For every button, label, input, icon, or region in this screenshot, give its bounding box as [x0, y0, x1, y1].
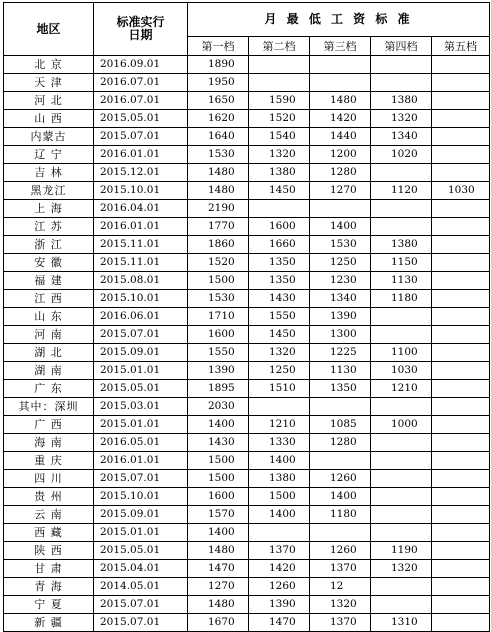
tier-1-cell: 1500 — [188, 272, 249, 290]
region-cell: 云 南 — [4, 506, 94, 524]
date-cell: 2016.07.01 — [94, 74, 188, 92]
tier-1-cell: 1710 — [188, 308, 249, 326]
table-row — [4, 92, 490, 110]
region-cell: 河 南 — [4, 326, 94, 344]
table-row — [4, 380, 490, 398]
tier-3-cell: 1400 — [310, 218, 371, 236]
tier-1-cell: 1530 — [188, 146, 249, 164]
tier-3-cell — [310, 74, 371, 92]
table-row — [4, 434, 490, 452]
tier-3-cell: 1230 — [310, 272, 371, 290]
tier-1-cell: 1480 — [188, 596, 249, 614]
tier-4-cell: 1150 — [371, 254, 432, 272]
table-row — [4, 524, 490, 542]
tier-2-cell: 1430 — [249, 290, 310, 308]
tier-1-cell: 1480 — [188, 182, 249, 200]
tier-1-cell: 2190 — [188, 200, 249, 218]
date-cell: 2016.05.01 — [94, 434, 188, 452]
tier-5-cell — [432, 488, 490, 506]
tier-2-cell: 1380 — [249, 470, 310, 488]
tier-4-cell — [371, 596, 432, 614]
tier-1-cell: 1650 — [188, 92, 249, 110]
tier-3-cell: 1300 — [310, 326, 371, 344]
date-cell: 2015.09.01 — [94, 506, 188, 524]
tier-4-cell: 1130 — [371, 272, 432, 290]
tier-4-cell — [371, 56, 432, 74]
tier-3-cell: 1480 — [310, 92, 371, 110]
tier-3-cell: 1280 — [310, 164, 371, 182]
tier-1-cell: 1640 — [188, 128, 249, 146]
table-row — [4, 254, 490, 272]
table-row — [4, 362, 490, 380]
tier-3-cell: 1320 — [310, 596, 371, 614]
region-cell: 安 徽 — [4, 254, 94, 272]
tier-3-cell: 1440 — [310, 128, 371, 146]
tier-3-cell — [310, 398, 371, 416]
tier-1-cell: 1400 — [188, 524, 249, 542]
tier-2-cell: 1260 — [249, 578, 310, 596]
date-cell: 2016.01.01 — [94, 452, 188, 470]
tier-4-cell — [371, 578, 432, 596]
table-row — [4, 416, 490, 434]
date-cell: 2016.07.01 — [94, 92, 188, 110]
tier-1-cell: 1890 — [188, 56, 249, 74]
tier-4-cell — [371, 488, 432, 506]
tier-2-cell — [249, 200, 310, 218]
tier-2-cell: 1250 — [249, 362, 310, 380]
tier-4-cell: 1190 — [371, 542, 432, 560]
minimum-wage-table — [3, 2, 490, 632]
tier-2-cell — [249, 56, 310, 74]
region-cell: 新 疆 — [4, 614, 94, 632]
tier-1-cell: 1430 — [188, 434, 249, 452]
tier-3-cell: 1270 — [310, 182, 371, 200]
tier-2-cell: 1390 — [249, 596, 310, 614]
table-row — [4, 128, 490, 146]
date-cell: 2015.05.01 — [94, 380, 188, 398]
date-cell: 2015.10.01 — [94, 182, 188, 200]
tier-4-cell: 1380 — [371, 92, 432, 110]
tier-2-cell: 1600 — [249, 218, 310, 236]
tier-5-cell — [432, 506, 490, 524]
region-cell: 青 海 — [4, 578, 94, 596]
tier-1-cell: 1270 — [188, 578, 249, 596]
date-cell: 2014.05.01 — [94, 578, 188, 596]
tier-1-cell: 1400 — [188, 416, 249, 434]
date-header — [94, 3, 188, 56]
tier-4-cell: 1100 — [371, 344, 432, 362]
table-row — [4, 542, 490, 560]
tier-header-4: 第四档 — [371, 37, 432, 56]
date-cell: 2015.01.01 — [94, 416, 188, 434]
tier-1-cell: 2030 — [188, 398, 249, 416]
table-row — [4, 110, 490, 128]
tier-2-cell: 1400 — [249, 506, 310, 524]
table-row — [4, 614, 490, 632]
region-cell: 江 西 — [4, 290, 94, 308]
tier-5-cell — [432, 398, 490, 416]
tier-5-cell — [432, 290, 490, 308]
table-body — [4, 56, 490, 632]
tier-2-cell: 1210 — [249, 416, 310, 434]
table-row — [4, 56, 490, 74]
date-cell: 2015.11.01 — [94, 236, 188, 254]
tier-5-cell — [432, 470, 490, 488]
tier-4-cell: 1210 — [371, 380, 432, 398]
date-cell: 2015.12.01 — [94, 164, 188, 182]
tier-1-cell: 1530 — [188, 290, 249, 308]
tier-3-cell: 1340 — [310, 290, 371, 308]
table-row — [4, 272, 490, 290]
region-header: 地区 — [4, 3, 94, 56]
tier-5-cell — [432, 560, 490, 578]
tier-5-cell — [432, 344, 490, 362]
region-cell: 其中：深圳 — [4, 398, 94, 416]
tier-1-cell: 1860 — [188, 236, 249, 254]
tier-5-cell — [432, 614, 490, 632]
tier-4-cell: 1030 — [371, 362, 432, 380]
region-cell: 贵 州 — [4, 488, 94, 506]
tier-3-cell: 1530 — [310, 236, 371, 254]
tier-5-cell — [432, 272, 490, 290]
tier-2-cell: 1660 — [249, 236, 310, 254]
tier-4-cell — [371, 434, 432, 452]
tier-3-cell — [310, 56, 371, 74]
date-cell: 2016.04.01 — [94, 200, 188, 218]
tier-2-cell: 1510 — [249, 380, 310, 398]
tier-2-cell: 1500 — [249, 488, 310, 506]
tier-1-cell: 1620 — [188, 110, 249, 128]
tier-2-cell: 1450 — [249, 182, 310, 200]
tier-2-cell: 1540 — [249, 128, 310, 146]
tier-3-cell: 1280 — [310, 434, 371, 452]
date-cell: 2015.05.01 — [94, 110, 188, 128]
tier-2-cell: 1320 — [249, 146, 310, 164]
date-cell: 2015.07.01 — [94, 614, 188, 632]
tier-4-cell: 1310 — [371, 614, 432, 632]
tier-2-cell: 1380 — [249, 164, 310, 182]
tier-2-cell: 1350 — [249, 272, 310, 290]
region-cell: 西 藏 — [4, 524, 94, 542]
region-cell: 山 东 — [4, 308, 94, 326]
region-cell: 辽 宁 — [4, 146, 94, 164]
tier-5-cell — [432, 74, 490, 92]
tier-4-cell — [371, 308, 432, 326]
date-cell: 2016.09.01 — [94, 56, 188, 74]
tier-5-cell — [432, 56, 490, 74]
tier-4-cell — [371, 452, 432, 470]
tier-header-5: 第五档 — [432, 37, 490, 56]
date-cell: 2015.03.01 — [94, 398, 188, 416]
tier-4-cell — [371, 164, 432, 182]
date-cell: 2015.10.01 — [94, 290, 188, 308]
table-header — [4, 3, 490, 56]
tier-header-3: 第三档 — [310, 37, 371, 56]
date-cell: 2015.07.01 — [94, 470, 188, 488]
tier-3-cell: 1200 — [310, 146, 371, 164]
tier-2-cell: 1590 — [249, 92, 310, 110]
tier-1-cell: 1520 — [188, 254, 249, 272]
tier-4-cell: 1320 — [371, 560, 432, 578]
tier-3-cell: 1250 — [310, 254, 371, 272]
tier-1-cell: 1500 — [188, 470, 249, 488]
tier-4-cell — [371, 398, 432, 416]
table-row — [4, 182, 490, 200]
tier-3-cell: 1130 — [310, 362, 371, 380]
tier-5-cell — [432, 452, 490, 470]
region-cell: 江 苏 — [4, 218, 94, 236]
tier-2-cell — [249, 398, 310, 416]
tier-4-cell: 1180 — [371, 290, 432, 308]
tier-3-cell: 1350 — [310, 380, 371, 398]
tier-2-cell: 1320 — [249, 344, 310, 362]
table-row — [4, 290, 490, 308]
region-cell: 河 北 — [4, 92, 94, 110]
region-cell: 福 建 — [4, 272, 94, 290]
table-row — [4, 308, 490, 326]
tier-5-cell — [432, 200, 490, 218]
tier-3-cell: 1225 — [310, 344, 371, 362]
tier-2-cell: 1400 — [249, 452, 310, 470]
table-row — [4, 236, 490, 254]
tier-1-cell: 1480 — [188, 542, 249, 560]
tier-1-cell: 1950 — [188, 74, 249, 92]
tier-5-cell — [432, 578, 490, 596]
region-cell: 甘 肃 — [4, 560, 94, 578]
date-cell: 2015.11.01 — [94, 254, 188, 272]
tier-1-cell: 1895 — [188, 380, 249, 398]
tier-4-cell: 1000 — [371, 416, 432, 434]
tier-5-cell — [432, 254, 490, 272]
region-cell: 湖 南 — [4, 362, 94, 380]
tier-2-cell: 1550 — [249, 308, 310, 326]
tier-2-cell: 1450 — [249, 326, 310, 344]
tier-3-cell: 1085 — [310, 416, 371, 434]
tier-header-2: 第二档 — [249, 37, 310, 56]
region-cell: 广 西 — [4, 416, 94, 434]
tier-5-cell — [432, 596, 490, 614]
table-row — [4, 344, 490, 362]
region-cell: 内蒙古 — [4, 128, 94, 146]
tier-3-cell — [310, 200, 371, 218]
tier-2-cell: 1330 — [249, 434, 310, 452]
table-row — [4, 506, 490, 524]
tier-2-cell: 1350 — [249, 254, 310, 272]
tier-1-cell: 1470 — [188, 560, 249, 578]
date-cell: 2016.01.01 — [94, 218, 188, 236]
region-cell: 上 海 — [4, 200, 94, 218]
tier-3-cell: 1400 — [310, 488, 371, 506]
tier-5-cell — [432, 362, 490, 380]
table-row — [4, 452, 490, 470]
tier-3-cell — [310, 524, 371, 542]
tier-5-cell — [432, 146, 490, 164]
date-cell: 2016.01.01 — [94, 146, 188, 164]
tier-1-cell: 1480 — [188, 164, 249, 182]
tier-5-cell — [432, 110, 490, 128]
date-cell: 2015.07.01 — [94, 128, 188, 146]
tier-5-cell — [432, 92, 490, 110]
tier-5-cell — [432, 542, 490, 560]
tier-4-cell — [371, 218, 432, 236]
tier-5-cell — [432, 524, 490, 542]
tier-2-cell — [249, 74, 310, 92]
region-cell: 广 东 — [4, 380, 94, 398]
region-cell: 浙 江 — [4, 236, 94, 254]
tier-1-cell: 1500 — [188, 452, 249, 470]
tier-4-cell — [371, 74, 432, 92]
table-row — [4, 200, 490, 218]
date-cell: 2015.08.01 — [94, 272, 188, 290]
date-cell: 2015.05.01 — [94, 542, 188, 560]
table-row — [4, 164, 490, 182]
table-row — [4, 578, 490, 596]
tier-1-cell: 1670 — [188, 614, 249, 632]
tier-2-cell: 1520 — [249, 110, 310, 128]
tier-3-cell: 1390 — [310, 308, 371, 326]
tier-4-cell: 1020 — [371, 146, 432, 164]
region-cell: 北 京 — [4, 56, 94, 74]
region-cell: 陕 西 — [4, 542, 94, 560]
region-cell: 黑龙江 — [4, 182, 94, 200]
tier-3-cell: 1260 — [310, 542, 371, 560]
tier-header-1: 第一档 — [188, 37, 249, 56]
tier-3-cell: 1260 — [310, 470, 371, 488]
tier-4-cell — [371, 326, 432, 344]
tier-5-cell — [432, 434, 490, 452]
tier-1-cell: 1600 — [188, 488, 249, 506]
table-row — [4, 596, 490, 614]
tier-5-cell: 1030 — [432, 182, 490, 200]
table-row — [4, 146, 490, 164]
tier-1-cell: 1770 — [188, 218, 249, 236]
tier-2-cell: 1420 — [249, 560, 310, 578]
tier-3-cell: 1370 — [310, 560, 371, 578]
date-cell: 2015.07.01 — [94, 596, 188, 614]
date-cell: 2016.06.01 — [94, 308, 188, 326]
tier-4-cell: 1120 — [371, 182, 432, 200]
tier-2-cell — [249, 524, 310, 542]
tier-3-cell — [310, 452, 371, 470]
date-cell: 2015.09.01 — [94, 344, 188, 362]
tier-2-cell: 1470 — [249, 614, 310, 632]
tier-3-cell: 1420 — [310, 110, 371, 128]
region-cell: 湖 北 — [4, 344, 94, 362]
table-row — [4, 326, 490, 344]
region-cell: 宁 夏 — [4, 596, 94, 614]
table-row — [4, 488, 490, 506]
tier-5-cell — [432, 236, 490, 254]
tier-1-cell: 1570 — [188, 506, 249, 524]
date-header-line1: 标准实行 — [116, 15, 165, 29]
region-cell: 天 津 — [4, 74, 94, 92]
tier-4-cell: 1340 — [371, 128, 432, 146]
tier-5-cell — [432, 416, 490, 434]
tier-5-cell — [432, 326, 490, 344]
tier-4-cell — [371, 506, 432, 524]
date-cell: 2015.10.01 — [94, 488, 188, 506]
tier-4-cell — [371, 524, 432, 542]
tier-4-cell: 1380 — [371, 236, 432, 254]
date-cell: 2015.01.01 — [94, 524, 188, 542]
wage-standard-header: 月 最 低 工 资 标 准 — [188, 3, 490, 37]
tier-1-cell: 1600 — [188, 326, 249, 344]
tier-5-cell — [432, 164, 490, 182]
region-cell: 重 庆 — [4, 452, 94, 470]
date-header-line2: 日期 — [128, 28, 153, 42]
table-row — [4, 74, 490, 92]
tier-1-cell: 1550 — [188, 344, 249, 362]
tier-3-cell: 12 — [310, 578, 371, 596]
region-cell: 山 西 — [4, 110, 94, 128]
table-row — [4, 560, 490, 578]
tier-2-cell: 1370 — [249, 542, 310, 560]
table-row — [4, 398, 490, 416]
date-cell: 2015.04.01 — [94, 560, 188, 578]
tier-5-cell — [432, 218, 490, 236]
tier-5-cell — [432, 308, 490, 326]
region-cell: 四 川 — [4, 470, 94, 488]
tier-3-cell: 1180 — [310, 506, 371, 524]
tier-4-cell — [371, 470, 432, 488]
region-cell: 吉 林 — [4, 164, 94, 182]
tier-5-cell — [432, 380, 490, 398]
table-row — [4, 470, 490, 488]
header-row-main — [4, 3, 490, 37]
tier-4-cell — [371, 200, 432, 218]
tier-4-cell: 1320 — [371, 110, 432, 128]
date-cell: 2015.07.01 — [94, 326, 188, 344]
table-row — [4, 218, 490, 236]
tier-5-cell — [432, 128, 490, 146]
date-cell: 2015.01.01 — [94, 362, 188, 380]
tier-3-cell: 1370 — [310, 614, 371, 632]
region-cell: 海 南 — [4, 434, 94, 452]
tier-1-cell: 1390 — [188, 362, 249, 380]
minimum-wage-table-container — [3, 2, 489, 632]
